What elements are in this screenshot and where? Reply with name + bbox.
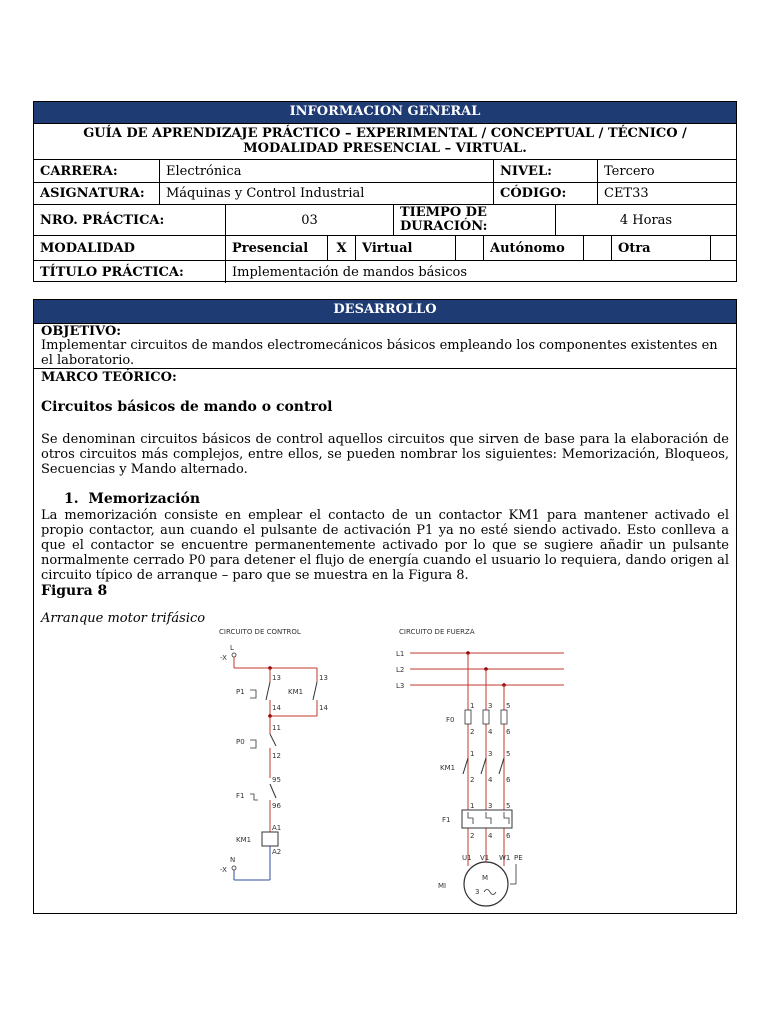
f1-t95: 95 — [272, 776, 281, 784]
f0-n3: 3 — [488, 702, 493, 710]
info-table — [33, 101, 737, 282]
p1-t14: 14 — [272, 704, 281, 712]
nivel-value: Tercero — [597, 160, 736, 182]
tiempo-label-line-1: TIEMPO DE — [400, 205, 487, 220]
fuse-3 — [501, 710, 507, 724]
asignatura-value: Máquinas y Control Industrial — [159, 183, 493, 204]
km1-n5: 5 — [506, 750, 511, 758]
power-circuit-title: CIRCUITO DE FUERZA — [399, 628, 475, 636]
otra-mark — [710, 236, 736, 260]
f1-power-label: F1 — [442, 816, 451, 824]
row-practica — [34, 204, 736, 235]
f1-label: F1 — [236, 792, 245, 800]
km1-hold-contact — [313, 682, 317, 700]
km1-hold-t13: 13 — [319, 674, 328, 682]
km1-contact-2 — [481, 758, 486, 774]
coil-a2: A2 — [272, 848, 282, 856]
f0-label: F0 — [446, 716, 455, 724]
fuse-1 — [465, 710, 471, 724]
p0-t12: 12 — [272, 752, 281, 760]
tiempo-label-line-2: DURACIÓN: — [400, 219, 488, 234]
objetivo-section — [34, 324, 736, 369]
guide-title-line-2: MODALIDAD PRESENCIAL – VIRTUAL. — [243, 141, 527, 156]
thermal-relay — [462, 810, 512, 828]
virtual-mark — [455, 236, 483, 260]
memorizacion-paragraph: La memorización consiste en emplear el contacto de un contactor KM1 para mantener activado el propio contactor, aun cuando el pulsante de activación P1 ya no esté siendo activado. Esto conlleva a que el contactor se encuentre permanentemente activado por lo que se sugiere añadir un pulsante normalmente cerrado P0 para detener el flujo de energía cuando el usuario lo requiera, dando origen al circuito típico de arranque – paro que se muestra en la Figura 8. — [41, 508, 729, 583]
motor-w1: W1 — [499, 854, 511, 862]
p0-t11: 11 — [272, 724, 281, 732]
row-titulo — [34, 260, 736, 283]
n-label: N — [230, 856, 236, 864]
coil-label: KM1 — [236, 836, 252, 844]
f0-n5: 5 — [506, 702, 511, 710]
f1p-n4: 4 — [488, 832, 493, 840]
motor-v1: V1 — [480, 854, 490, 862]
row-carrera — [34, 159, 736, 182]
f1-t96: 96 — [272, 802, 281, 810]
codigo-label: CÓDIGO: — [493, 183, 597, 204]
tiempo-value: 4 Horas — [555, 205, 736, 235]
f0-n2: 2 — [470, 728, 475, 736]
motor-u1: U1 — [462, 854, 472, 862]
f1p-n6: 6 — [506, 832, 511, 840]
intro-paragraph: Se denominan circuitos básicos de control aquellos circuitos que sirven de base para la elaboración de otros circuitos más complejos, entre ellos, se pueden nombrar los siguientes: Memorización, Bloqueos, Secuencias y Mando alternado. — [41, 432, 729, 477]
l-label: L — [230, 644, 234, 652]
codigo-value: CET33 — [597, 183, 736, 204]
f1p-n2: 2 — [470, 832, 475, 840]
guide-title-line-1: GUÍA DE APRENDIZAJE PRÁCTICO – EXPERIMENTAL / CONCEPTUAL / TÉCNICO / — [83, 126, 687, 141]
p1-t13: 13 — [272, 674, 281, 682]
carrera-label: CARRERA: — [40, 163, 118, 179]
f1-thermal-icon — [250, 794, 258, 800]
fuse-2 — [483, 710, 489, 724]
memorizacion-heading — [64, 492, 729, 507]
tiempo-label — [393, 205, 555, 235]
p0-button-icon — [250, 740, 256, 748]
f0-n6: 6 — [506, 728, 511, 736]
km1-n4: 4 — [488, 776, 493, 784]
km1-contact-3 — [499, 758, 504, 774]
nro-practica-value: 03 — [225, 205, 393, 235]
f1p-n5: 5 — [506, 802, 511, 810]
km1-main-label: KM1 — [440, 764, 456, 772]
modalidad-label: MODALIDAD — [40, 240, 135, 256]
section-title: Circuitos básicos de mando o control — [41, 399, 333, 415]
terminal-n — [232, 866, 236, 870]
f0-n1: 1 — [470, 702, 475, 710]
objetivo-text: Implementar circuitos de mandos electromecánicos básicos empleando los componentes existentes en el laboratorio. — [41, 338, 718, 368]
km1-n3: 3 — [488, 750, 493, 758]
row-asignatura — [34, 182, 736, 204]
motor-m: M — [482, 874, 489, 882]
motor-pe: PE — [514, 854, 523, 862]
coil-a1: A1 — [272, 824, 282, 832]
info-header: INFORMACION GENERAL — [34, 102, 736, 124]
guide-title — [34, 124, 736, 161]
terminal-l — [232, 653, 236, 657]
asignatura-label: ASIGNATURA: — [40, 186, 145, 201]
figure-label: Figura 8 — [41, 583, 108, 599]
motor-symbol — [464, 862, 508, 906]
item-number: 1. — [64, 491, 79, 507]
f1p-n3: 3 — [488, 802, 493, 810]
f1-contact — [270, 784, 276, 798]
p1-contact — [266, 682, 270, 700]
presencial-label: Presencial — [225, 236, 327, 260]
row-modalidad — [34, 235, 736, 260]
virtual-label: Virtual — [355, 236, 455, 260]
autonomo-mark — [583, 236, 611, 260]
objetivo-label: OBJETIVO: — [41, 324, 122, 339]
nivel-label: NIVEL: — [493, 160, 603, 182]
titulo-label: TÍTULO PRÁCTICA: — [40, 264, 184, 280]
km1-hold-t14: 14 — [319, 704, 328, 712]
development-table — [33, 299, 737, 914]
p0-contact — [270, 734, 276, 746]
circuit-diagram — [214, 622, 574, 912]
phase2-label: L2 — [396, 666, 405, 674]
presencial-mark: X — [327, 236, 355, 260]
autonomo-label: Autónomo — [483, 236, 583, 260]
nro-practica-label: NRO. PRÁCTICA: — [40, 212, 165, 228]
carrera-value: Electrónica — [159, 160, 524, 182]
p0-label: P0 — [236, 738, 245, 746]
f1p-n1: 1 — [470, 802, 475, 810]
development-header: DESARROLLO — [34, 300, 736, 324]
titulo-value: Implementación de mandos básicos — [225, 261, 736, 283]
control-circuit-title: CIRCUITO DE CONTROL — [219, 628, 301, 636]
x-label-top: -X — [220, 654, 227, 662]
x-label-bottom: -X — [220, 866, 227, 874]
km1-n2: 2 — [470, 776, 475, 784]
figure-caption: Arranque motor trifásico — [41, 611, 206, 626]
km1-n1: 1 — [470, 750, 475, 758]
km1-n6: 6 — [506, 776, 511, 784]
item-title: Memorización — [88, 491, 201, 507]
marco-teorico-label: MARCO TEÓRICO: — [41, 370, 177, 385]
motor-label: MI — [438, 882, 447, 890]
motor-phase-count: 3 — [475, 888, 480, 896]
km1-contact-1 — [463, 758, 468, 774]
otra-label: Otra — [611, 236, 710, 260]
phase1-label: L1 — [396, 650, 405, 658]
p1-button-icon — [250, 690, 256, 698]
p1-label: P1 — [236, 688, 245, 696]
km1-coil — [262, 832, 278, 846]
phase3-label: L3 — [396, 682, 405, 690]
km1-hold-label: KM1 — [288, 688, 304, 696]
f0-n4: 4 — [488, 728, 493, 736]
